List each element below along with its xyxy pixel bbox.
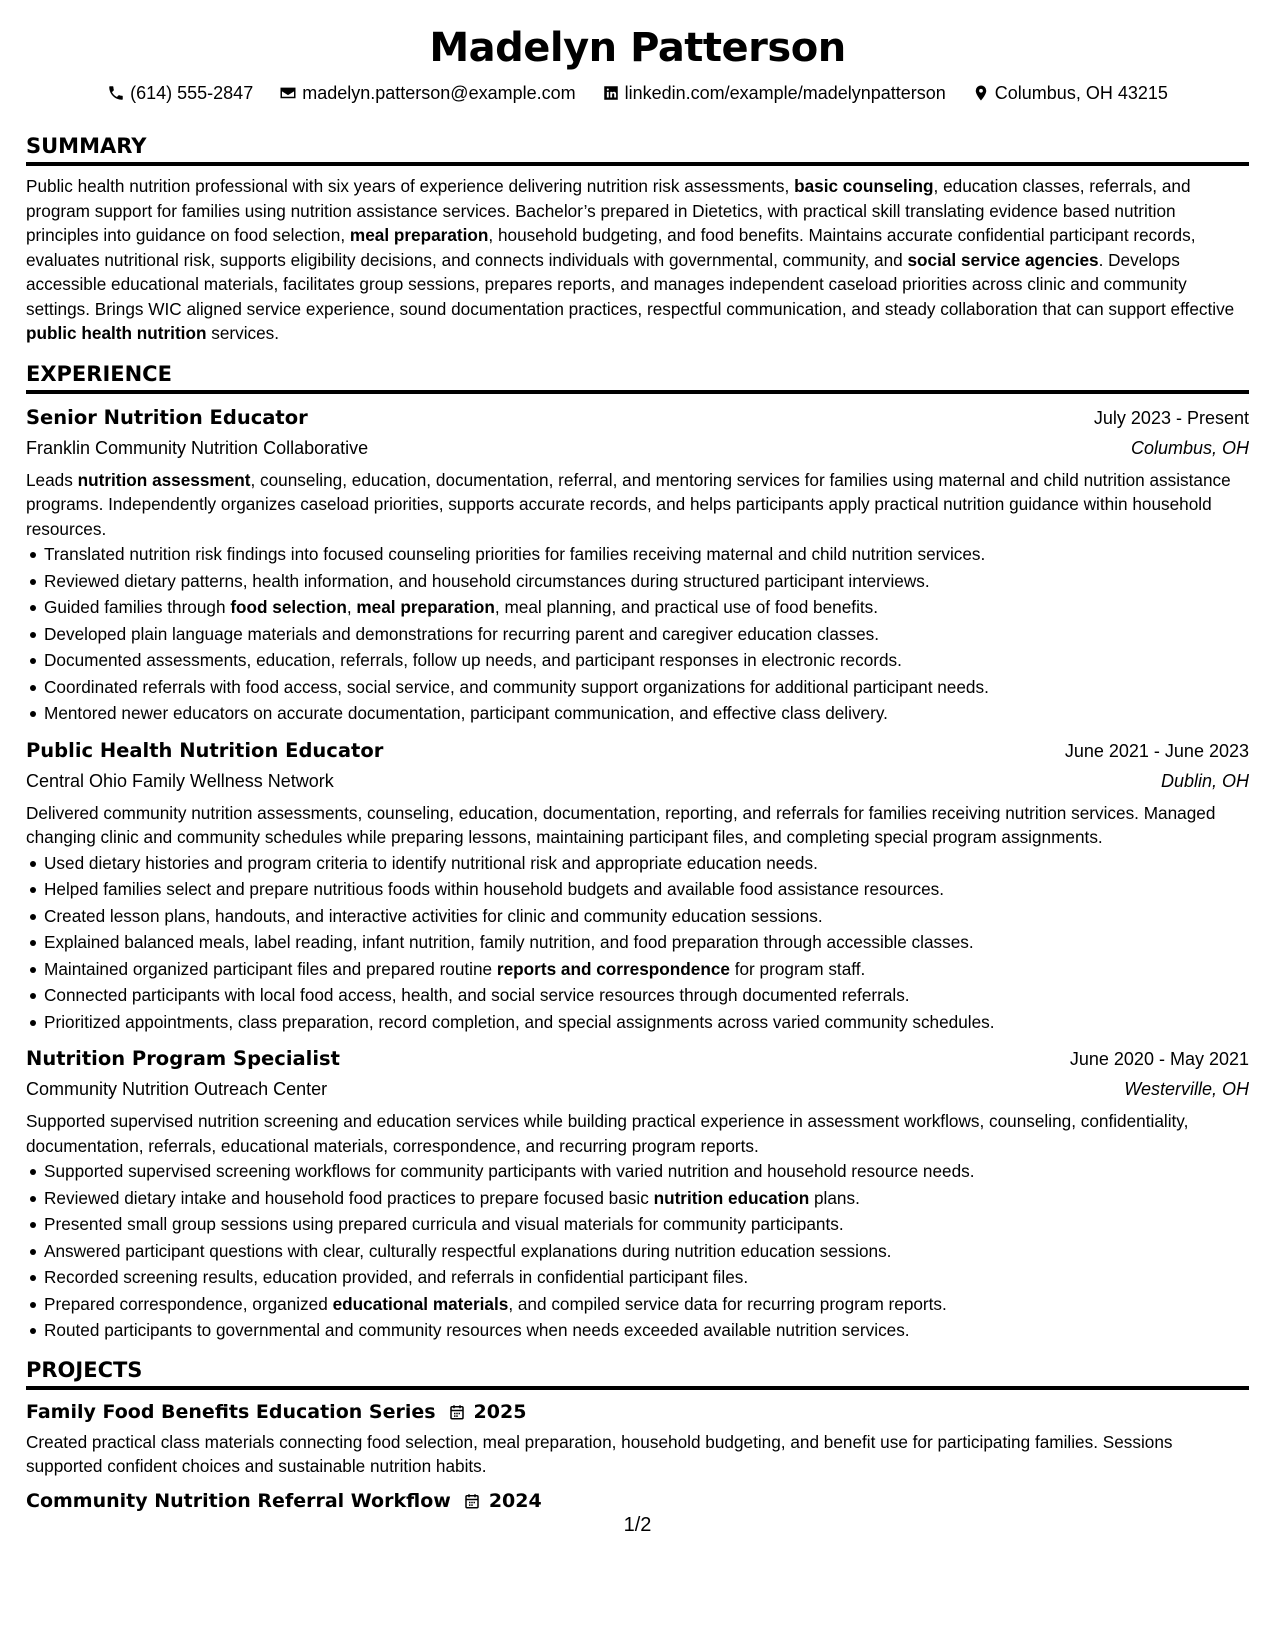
calendar-icon <box>448 1403 466 1421</box>
bullet-item <box>44 1009 1249 1036</box>
text-run: Answered participant questions with clear, culturally respectful explanations during nutrition education sessions. <box>44 1240 892 1261</box>
job-title: Senior Nutrition Educator <box>26 405 308 429</box>
bullet-item <box>44 1185 1249 1212</box>
keyword-highlight: nutrition assessment <box>77 469 251 490</box>
text-run: plans. <box>809 1187 860 1208</box>
projects-section <box>26 1356 1249 1517</box>
text-run: , household budgeting, and food benefits. Maintains accurate confidential participant records, evaluates nutritional risk, supports eligibility decisions, and connects individuals with governmental, community, and <box>26 225 1196 270</box>
contact-linkedin[interactable] <box>602 83 946 104</box>
job-title: Nutrition Program Specialist <box>26 1047 340 1070</box>
keyword-highlight: educational materials <box>332 1293 509 1314</box>
keyword-highlight: public health nutrition <box>26 323 207 343</box>
job-description <box>26 468 1249 542</box>
text-run: , and compiled service data for recurring program reports. <box>508 1293 947 1314</box>
bullet-item <box>44 541 1249 568</box>
calendar-icon <box>463 1492 481 1510</box>
project-year <box>448 1401 527 1423</box>
job-entry <box>26 735 1249 1036</box>
job-description <box>26 801 1249 850</box>
text-run: . Develops accessible educational materials, facilitates group sessions, prepares reports, and manages independent caseload priorities across clinic and community settings. Brings WIC aligned service experience, sound documentation practices, respectful communication, and steady collaboration that can support effective <box>26 249 1235 319</box>
job-location: Dublin, OH <box>1160 770 1249 791</box>
text-run: Leads <box>26 469 78 490</box>
bullet-item <box>44 1317 1249 1344</box>
text-run: Explained balanced meals, label reading, infant nutrition, family nutrition, and food preparation through accessible classes. <box>44 932 974 952</box>
bullet-item <box>44 850 1249 877</box>
text-run: Developed plain language materials and demonstrations for recurring parent and caregiver education classes. <box>44 623 880 644</box>
project-list <box>26 1396 1249 1517</box>
text-run: Prepared correspondence, organized <box>44 1293 333 1314</box>
map-pin-icon <box>972 84 990 102</box>
job-header <box>26 1043 1249 1074</box>
bullet-item <box>44 568 1249 595</box>
contact-bar <box>26 80 1249 106</box>
section-title-experience: EXPERIENCE <box>26 360 1249 394</box>
text-run: Coordinated referrals with food access, social service, and community support organizations for additional participant needs. <box>44 676 989 697</box>
contact-phone <box>107 83 253 104</box>
job-title: Public Health Nutrition Educator <box>26 738 384 762</box>
bullet-item <box>44 956 1249 983</box>
text-run: Prioritized appointments, class preparation, record completion, and special assignments across varied community schedules. <box>44 1011 995 1032</box>
project-year <box>463 1490 542 1512</box>
phone-text: (614) 555-2847 <box>130 82 254 103</box>
project-description: Created practical class materials connecting food selection, meal preparation, household budgeting, and benefit use for participating families. Sessions supported confident choices and sustainable nutrition habits. <box>26 1431 1173 1476</box>
phone-icon <box>107 84 125 102</box>
project-title: Family Food Benefits Education Series <box>26 1400 436 1423</box>
job-entry <box>26 1043 1249 1344</box>
job-location: Columbus, OH <box>1130 437 1249 458</box>
summary-section <box>26 132 1249 346</box>
job-dates: June 2021 - June 2023 <box>1064 740 1249 761</box>
job-header <box>26 402 1249 433</box>
bullet-item <box>44 1238 1249 1265</box>
project-entry <box>26 1485 1249 1517</box>
bullet-item <box>44 929 1249 956</box>
text-run: , meal planning, and practical use of food benefits. <box>494 597 879 617</box>
job-entry <box>26 402 1249 727</box>
job-subheader <box>26 433 1249 464</box>
text-run: Used dietary histories and program criteria to identify nutritional risk and appropriate education needs. <box>44 852 818 873</box>
keyword-highlight: reports and correspondence <box>496 958 730 979</box>
bullet-item <box>44 876 1249 903</box>
summary-text <box>26 174 1249 346</box>
experience-section <box>26 360 1249 1344</box>
project-entry <box>26 1396 1249 1479</box>
linkedin-link[interactable]: linkedin.com/example/madelynpatterson <box>624 82 946 103</box>
text-run: Connected participants with local food access, health, and social service resources through documented referrals. <box>44 985 910 1005</box>
job-bullets <box>26 541 1249 727</box>
job-subheader <box>26 1074 1249 1105</box>
page-number: 1/2 <box>623 1514 652 1536</box>
keyword-highlight: food selection <box>230 597 347 617</box>
text-run: Recorded screening results, education provided, and referrals in confidential participant files. <box>44 1267 749 1287</box>
job-bullets <box>26 1158 1249 1344</box>
job-description <box>26 1109 1249 1158</box>
text-run: Delivered community nutrition assessments, counseling, education, documentation, reporting, and referrals for families receiving nutrition services. Managed changing clinic and community schedules while preparing lessons, maintaining participant files, and completing special program assignments. <box>26 802 1216 847</box>
text-run: Mentored newer educators on accurate documentation, participant communication, and effective class delivery. <box>44 703 888 723</box>
text-run: services. <box>206 323 280 343</box>
text-run: Reviewed dietary patterns, health information, and household circumstances during structured participant interviews. <box>44 570 930 591</box>
bullet-item <box>44 982 1249 1009</box>
bullet-item <box>44 1211 1249 1238</box>
bullet-item <box>44 700 1249 727</box>
text-run: Routed participants to governmental and community resources when needs exceeded available nutrition services. <box>44 1320 910 1340</box>
bullet-item <box>44 594 1249 621</box>
text-run: , counseling, education, documentation, referral, and mentoring services for families using maternal and child nutrition assistance programs. Independently organizes caseload priorities, supports accurate records, and helps participants apply practical nutrition guidance within household resources. <box>26 469 1231 539</box>
candidate-name: Madelyn Patterson <box>429 25 846 71</box>
text-run: Presented small group sessions using prepared curricula and visual materials for community participants. <box>44 1214 844 1234</box>
text-run: Reviewed dietary intake and household food practices to prepare focused basic <box>44 1187 654 1208</box>
job-subheader <box>26 766 1249 797</box>
text-run: Supported supervised screening workflows for community participants with varied nutrition and household resource needs. <box>44 1161 975 1181</box>
bullet-item <box>44 1264 1249 1291</box>
project-title: Community Nutrition Referral Workflow <box>26 1489 451 1512</box>
text-run: Documented assessments, education, referrals, follow up needs, and participant responses in electronic records. <box>44 650 902 670</box>
job-company: Central Ohio Family Wellness Network <box>26 770 334 791</box>
bullet-item <box>44 1158 1249 1185</box>
bullet-item <box>44 674 1249 701</box>
project-header <box>26 1396 1249 1428</box>
job-company: Community Nutrition Outreach Center <box>26 1079 328 1099</box>
job-dates: July 2023 - Present <box>1093 407 1249 428</box>
section-title-projects: PROJECTS <box>26 1356 1249 1390</box>
job-bullets <box>26 850 1249 1036</box>
job-dates: June 2020 - May 2021 <box>1069 1049 1249 1069</box>
keyword-highlight: meal preparation <box>349 225 489 245</box>
text-run: Helped families select and prepare nutritious foods within household budgets and available food assistance resources. <box>44 879 945 899</box>
bullet-item <box>44 1291 1249 1318</box>
section-title-summary: SUMMARY <box>26 132 1249 166</box>
keyword-highlight: social service agencies <box>907 249 1099 270</box>
location-text: Columbus, OH 43215 <box>994 82 1168 103</box>
keyword-highlight: meal preparation <box>356 597 495 617</box>
text-run: Maintained organized participant files and prepared routine <box>44 958 497 979</box>
text-run: , education classes, referrals, and program support for families using nutrition assistance services. Bachelor’s prepared in Dietetics, with practical skill translating evidence based nutrition principles into guidance on food selection, <box>26 176 1191 245</box>
resume-page <box>26 20 1249 1517</box>
text-run: Created lesson plans, handouts, and interactive activities for clinic and community education sessions. <box>44 905 823 926</box>
linkedin-icon <box>602 84 620 102</box>
text-run: Translated nutrition risk findings into focused counseling priorities for families receiving maternal and child nutrition services. <box>44 544 986 564</box>
text-run: Public health nutrition professional with six years of experience delivering nutrition risk assessments, <box>26 176 795 196</box>
job-header <box>26 735 1249 766</box>
bullet-item <box>44 903 1249 930</box>
job-company: Franklin Community Nutrition Collaborative <box>26 437 369 458</box>
job-location: Westerville, OH <box>1124 1079 1249 1099</box>
bullet-item <box>44 621 1249 648</box>
text-run: , <box>346 597 357 617</box>
contact-location <box>972 83 1168 104</box>
email-link[interactable]: madelyn.patterson@example.com <box>302 82 576 103</box>
project-header <box>26 1485 1249 1517</box>
keyword-highlight: nutrition education <box>653 1187 810 1208</box>
project-year-text: 2025 <box>473 1400 527 1423</box>
text-run: Supported supervised nutrition screening and education services while building practical experience in assessment workflows, counseling, confidentiality, documentation, referrals, educational materials, correspondence, and recurring program reports. <box>26 1111 1189 1156</box>
experience-list <box>26 402 1249 1344</box>
text-run: for program staff. <box>729 958 866 979</box>
text-run: Guided families through <box>44 597 231 617</box>
bullet-item <box>44 647 1249 674</box>
keyword-highlight: basic counseling <box>794 176 934 196</box>
project-year-text: 2024 <box>488 1489 542 1512</box>
envelope-icon <box>279 84 297 102</box>
contact-email[interactable] <box>279 83 575 104</box>
